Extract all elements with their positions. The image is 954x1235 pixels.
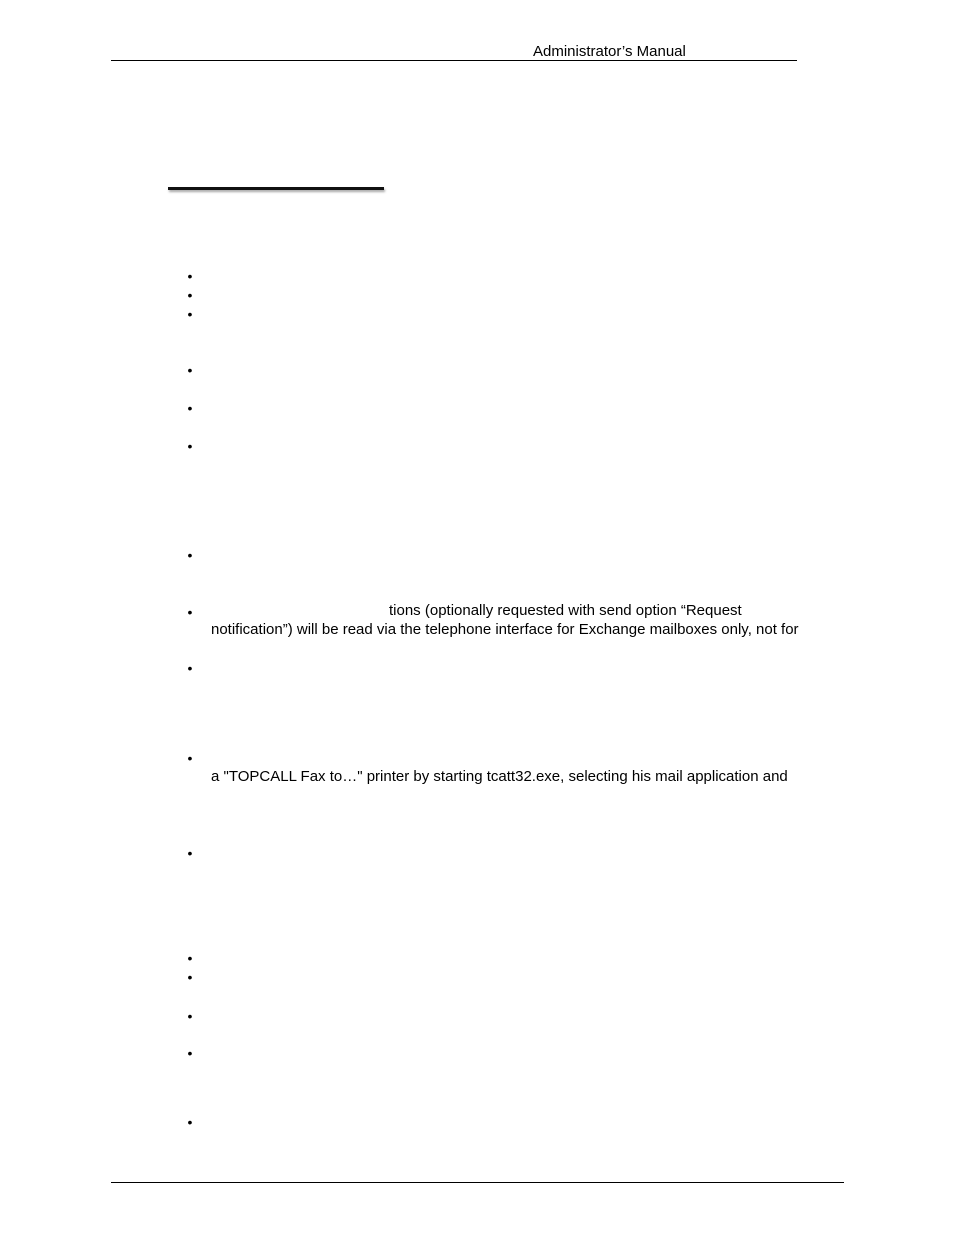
body-text-line: notification”) will be read via the telephone interface for Exchange mailboxes only, not for — [211, 621, 799, 638]
bullet-point: • — [187, 362, 193, 378]
bullet-point: • — [187, 1045, 193, 1061]
header-title: Administrator’s Manual — [533, 43, 686, 60]
bullet-point: • — [187, 750, 193, 766]
body-text-line: tions (optionally requested with send option “Request — [389, 602, 742, 619]
bullet-point: • — [187, 400, 193, 416]
bullet-point: • — [187, 306, 193, 322]
bullet-point: • — [187, 845, 193, 861]
bullet-point: • — [187, 660, 193, 676]
bullet-point: • — [187, 547, 193, 563]
footer-rule — [111, 1182, 844, 1183]
bullet-point: • — [187, 1008, 193, 1024]
bullet-point: • — [187, 438, 193, 454]
bullet-point: • — [187, 268, 193, 284]
bullet-point: • — [187, 950, 193, 966]
body-text-line: a "TOPCALL Fax to…" printer by starting tcatt32.exe, selecting his mail application and — [211, 768, 788, 785]
header-rule — [111, 60, 797, 61]
bullet-point: • — [187, 1114, 193, 1130]
bullet-point: • — [187, 287, 193, 303]
bullet-point: • — [187, 969, 193, 985]
bullet-point: • — [187, 604, 193, 620]
section-heading-rule — [168, 187, 384, 190]
